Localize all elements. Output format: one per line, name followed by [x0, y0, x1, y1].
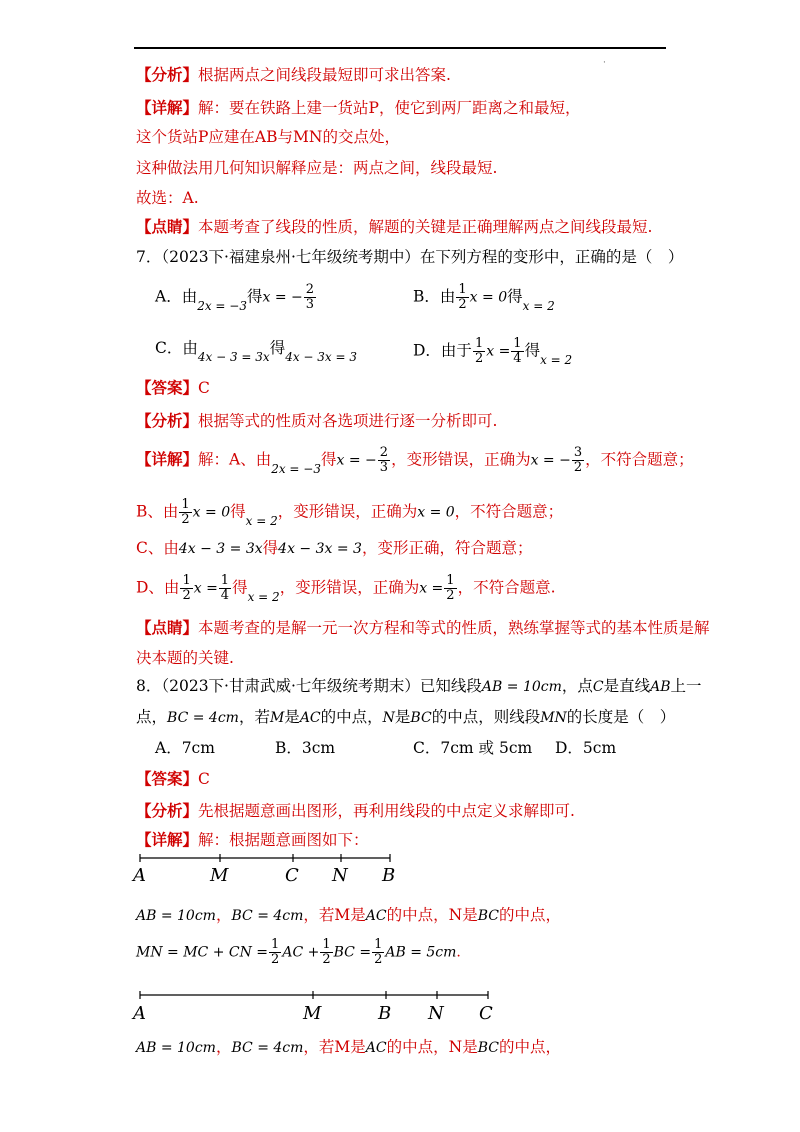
q7-detail-b: B、由 $\frac{1}{2}$ x = 0得$_{x = 2}$，变形错误，正确为x = 0，不符合题意； — [136, 497, 564, 528]
q8-stem-2: 点，BC = 4cm，若M是AC的中点，N是BC的中点，则线段MN的长度是（ ） — [136, 708, 676, 726]
q7-analysis: 【分析】根据等式的性质对各选项进行逐一分析即可. — [136, 411, 498, 430]
q7-option-c: C．由$_{4x - 3 = 3x}$得$_{4x - 3x = 3}$ — [155, 339, 358, 364]
q6-analysis: 【分析】根据两点之间线段最短即可求出答案. — [136, 65, 451, 84]
q6-detail-1: 【详解】解：要在铁路上建一货站P，使它到两厂距离之和最短， — [136, 98, 581, 117]
q7-option-b: B．由 $\frac{1}{2}$ x = 0得$_{x = 2}$ — [413, 282, 555, 313]
header-rule — [134, 47, 666, 49]
q8-given-1: AB = 10cm，BC = 4cm，若M是AC的中点，N是BC的中点， — [136, 906, 561, 924]
q8-option-a: A．7cm — [155, 739, 215, 757]
q7-stem: 7．（2023下·福建泉州·七年级统考期中）在下列方程的变形中，正确的是（ ） — [136, 248, 684, 266]
q6-comment: 【点睛】本题考查了线段的性质，解题的关键是正确理解两点之间线段最短. — [136, 217, 653, 236]
q6-detail-2: 这个货站P应建在AB与MN的交点处， — [136, 128, 400, 146]
q7-detail-d: D、由 $\frac{1}{2}$ x = $\frac{1}{4}$ 得$_{x = 2}$，变形错误，正确为x = $\frac{1}{2}$ ，不符合题意. — [136, 573, 556, 604]
q8-option-b: B．3cm — [275, 739, 336, 757]
fig1-label-n: N — [332, 865, 348, 886]
q8-option-c: C．7cm 或 5cm — [413, 739, 533, 757]
header-dot: · — [603, 58, 606, 68]
q8-mn-equation: MN = MC + CN = $\frac{1}{2}$ AC + $\frac{1}{2}$ BC = $\frac{1}{2}$ AB = 5cm. — [136, 937, 461, 967]
fig2-label-b: B — [378, 1003, 392, 1024]
fig1-label-a: A — [133, 865, 146, 886]
q8-stem-1: 8．（2023下·甘肃武威·七年级统考期末）已知线段AB = 10cm，点C是直线AB上一 — [136, 677, 702, 695]
fig2-label-n: N — [428, 1003, 444, 1024]
fig1-label-b: B — [382, 865, 396, 886]
q7-answer: 【答案】C — [136, 378, 210, 397]
fig2-label-m: M — [303, 1003, 322, 1024]
q7-option-a: A．由$_{2x = -3}$得x = − $\frac{2}{3}$ — [155, 282, 315, 313]
fig1-label-m: M — [210, 865, 229, 886]
q7-detail-c: C、由4x − 3 = 3x得4x − 3x = 3，变形正确，符合题意； — [136, 539, 533, 557]
segment-figure-2 — [128, 985, 508, 1025]
q7-comment-1: 【点睛】本题考查的是解一元一次方程和等式的性质，熟练掌握等式的基本性质是解 — [136, 618, 710, 637]
fig1-label-c: C — [285, 865, 299, 886]
q7-comment-2: 决本题的关键. — [136, 649, 234, 667]
q8-analysis: 【分析】先根据题意画出图形，再利用线段的中点定义求解即可. — [136, 801, 575, 820]
segment-figure-1 — [128, 848, 408, 888]
fig2-label-c: C — [479, 1003, 493, 1024]
q6-detail-3: 这种做法用几何知识解释应是：两点之间，线段最短. — [136, 159, 498, 177]
q8-option-d: D．5cm — [555, 739, 617, 757]
fig2-label-a: A — [133, 1003, 146, 1024]
q8-detail: 【详解】解：根据题意画图如下： — [136, 830, 369, 849]
q7-option-d: D．由于 $\frac{1}{2}$ x = $\frac{1}{4}$ 得$_{x = 2}$ — [413, 336, 573, 367]
q6-detail-4: 故选：A. — [136, 189, 199, 207]
q8-answer: 【答案】C — [136, 769, 210, 788]
q8-given-2: AB = 10cm，BC = 4cm，若M是AC的中点，N是BC的中点， — [136, 1038, 561, 1056]
q7-detail-a: 【详解】解：A、由$_{2x = -3}$得x = − $\frac{2}{3}$ ，变形错误，正确为x = − $\frac{3}{2}$ ，不符合题意； — [136, 445, 694, 476]
